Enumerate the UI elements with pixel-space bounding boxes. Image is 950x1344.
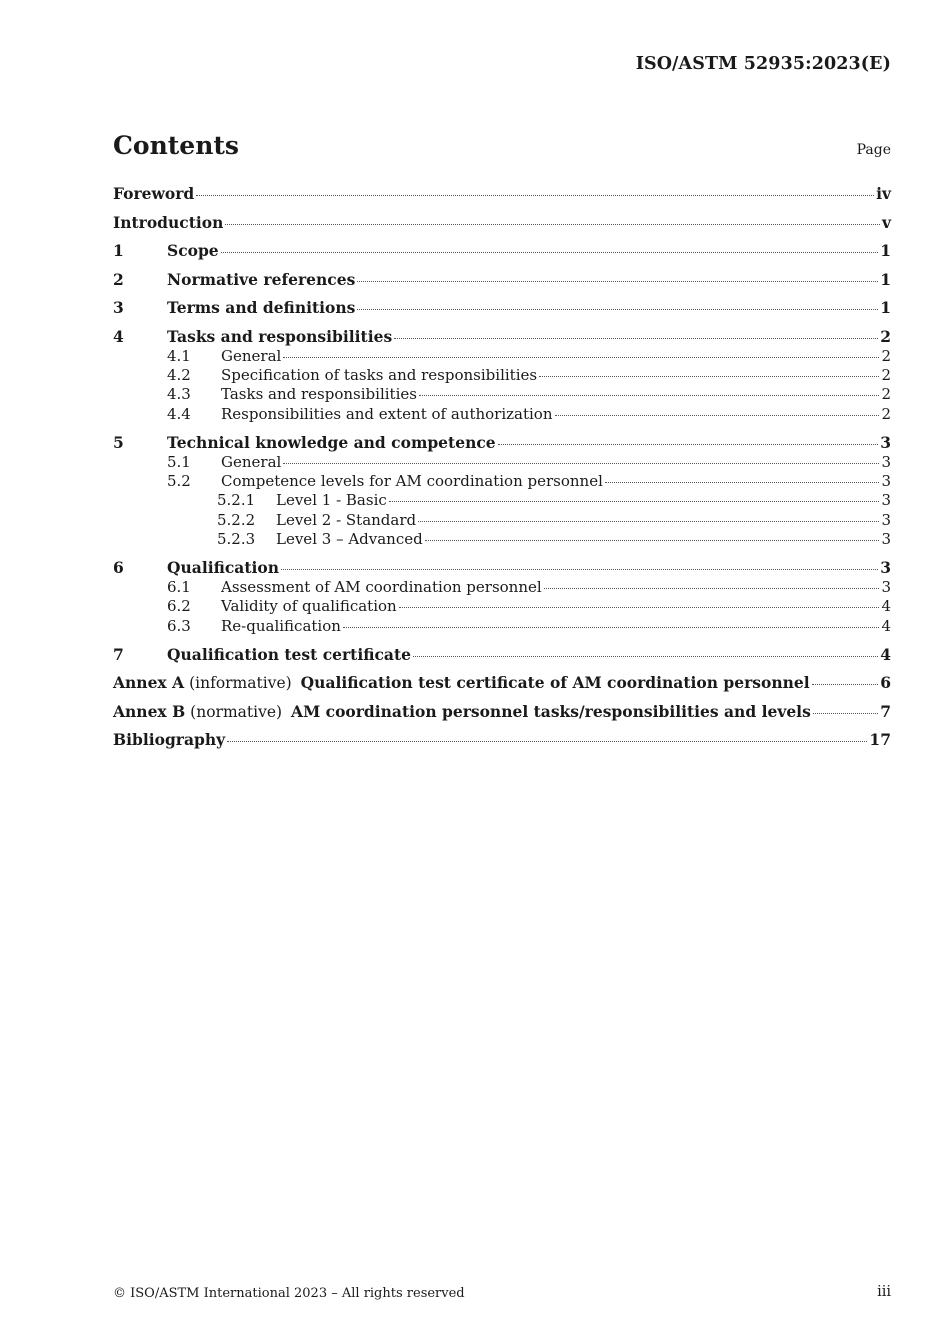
toc-number: 1 bbox=[113, 241, 124, 260]
toc-page: 2 bbox=[881, 404, 891, 423]
toc-page: 3 bbox=[881, 471, 891, 490]
document-identifier: ISO/ASTM 52935:2023(E) bbox=[635, 54, 891, 74]
toc-page: v bbox=[881, 212, 891, 232]
toc-page: 4 bbox=[881, 616, 891, 635]
toc-leader-dots bbox=[196, 194, 874, 196]
toc-number: 6.2 bbox=[167, 597, 191, 616]
toc-title: General bbox=[221, 452, 282, 471]
toc-page: 1 bbox=[880, 269, 891, 289]
toc-entry-tasks-and-responsibilities[interactable] bbox=[113, 327, 891, 347]
toc-title: Scope bbox=[167, 241, 219, 260]
toc-title: Tasks and responsibilities bbox=[221, 385, 417, 404]
toc-leader-dots bbox=[605, 481, 880, 483]
toc-page: 17 bbox=[869, 730, 891, 750]
toc-title: Qualification test certificate bbox=[167, 644, 411, 664]
toc-leader-dots bbox=[389, 500, 880, 502]
toc-number: 6.1 bbox=[167, 578, 191, 597]
toc-leader-dots bbox=[399, 606, 880, 608]
toc-entry-scope[interactable] bbox=[113, 241, 891, 261]
toc-title: Specification of tasks and responsibilities bbox=[221, 365, 538, 384]
toc-number: 6.3 bbox=[167, 616, 191, 635]
toc-page: 3 bbox=[881, 578, 891, 597]
page-number: iii bbox=[877, 1284, 891, 1300]
toc-entry-6-3[interactable] bbox=[113, 617, 891, 636]
toc-entry-5-2[interactable] bbox=[113, 472, 891, 491]
annex-kind: (informative) bbox=[189, 674, 292, 693]
toc-entry-technical-knowledge[interactable] bbox=[113, 433, 891, 453]
toc-title: Bibliography bbox=[113, 730, 226, 750]
toc-entry-4-4[interactable] bbox=[113, 405, 891, 424]
toc-number: 3 bbox=[113, 298, 124, 317]
toc-leader-dots bbox=[419, 394, 880, 396]
toc-leader-dots bbox=[357, 308, 878, 310]
table-of-contents bbox=[113, 184, 891, 750]
toc-entry-5-2-1[interactable] bbox=[113, 491, 891, 510]
toc-entry-bibliography[interactable] bbox=[113, 730, 891, 750]
toc-title: Re-qualification bbox=[221, 616, 341, 635]
toc-title: Competence levels for AM coordination personnel bbox=[221, 471, 603, 490]
toc-leader-dots bbox=[413, 655, 878, 657]
page-column-label: Page bbox=[856, 142, 891, 158]
toc-entry-terms-and-definitions[interactable] bbox=[113, 298, 891, 318]
toc-number: 5.2.3 bbox=[217, 530, 256, 549]
toc-page: 3 bbox=[881, 452, 891, 471]
toc-page: 3 bbox=[881, 510, 891, 529]
toc-leader-dots bbox=[539, 375, 879, 377]
toc-entry-introduction[interactable] bbox=[113, 213, 891, 233]
toc-leader-dots bbox=[394, 337, 878, 339]
toc-leader-dots bbox=[227, 740, 867, 742]
toc-leader-dots bbox=[544, 587, 880, 589]
toc-title: Technical knowledge and competence bbox=[167, 432, 496, 452]
annex-kind: (normative) bbox=[190, 702, 283, 721]
toc-title: Qualification bbox=[167, 558, 279, 578]
toc-title: Introduction bbox=[113, 212, 224, 232]
toc-page: 2 bbox=[881, 385, 891, 404]
annex-title: Qualification test certificate of AM coordination personnel bbox=[300, 673, 810, 693]
toc-entry-qualification-test-certificate[interactable] bbox=[113, 645, 891, 665]
toc-entry-4-2[interactable] bbox=[113, 366, 891, 385]
toc-title: Level 1 - Basic bbox=[276, 491, 387, 510]
toc-entry-4-1[interactable] bbox=[113, 347, 891, 366]
toc-leader-dots bbox=[425, 539, 880, 541]
toc-number: 4.3 bbox=[167, 385, 191, 404]
toc-title: Responsibilities and extent of authorization bbox=[221, 404, 553, 423]
toc-title: Normative references bbox=[167, 269, 356, 289]
toc-leader-dots bbox=[221, 251, 879, 253]
toc-entry-5-1[interactable] bbox=[113, 453, 891, 472]
toc-entry-annex-a[interactable] bbox=[113, 673, 891, 693]
toc-title: General bbox=[221, 346, 282, 365]
toc-entry-5-2-2[interactable] bbox=[113, 511, 891, 530]
toc-leader-dots bbox=[498, 443, 879, 445]
toc-page: 2 bbox=[881, 346, 891, 365]
toc-page: 1 bbox=[880, 241, 891, 260]
toc-leader-dots bbox=[357, 280, 878, 282]
toc-number: 5 bbox=[113, 432, 124, 452]
annex-label: Annex B bbox=[113, 701, 186, 721]
toc-number: 5.2 bbox=[167, 471, 191, 490]
toc-number: 2 bbox=[113, 269, 124, 289]
toc-title: Level 2 - Standard bbox=[276, 510, 417, 529]
toc-number: 5.1 bbox=[167, 452, 191, 471]
toc-entry-foreword[interactable] bbox=[113, 184, 891, 204]
toc-page: 2 bbox=[880, 326, 891, 346]
toc-page: 6 bbox=[880, 673, 891, 693]
toc-number: 4.2 bbox=[167, 365, 191, 384]
toc-page: 7 bbox=[880, 701, 891, 721]
toc-entry-6-1[interactable] bbox=[113, 578, 891, 597]
toc-page: 3 bbox=[880, 558, 891, 578]
annex-label: Annex A bbox=[113, 673, 185, 693]
toc-entry-normative-references[interactable] bbox=[113, 270, 891, 290]
toc-title: Foreword bbox=[113, 184, 195, 203]
copyright-notice: © ISO/ASTM International 2023 – All rights reserved bbox=[113, 1286, 465, 1301]
toc-title bbox=[113, 673, 810, 693]
toc-number: 5.2.1 bbox=[217, 491, 256, 510]
toc-title: Tasks and responsibilities bbox=[167, 326, 393, 346]
toc-page: 4 bbox=[881, 597, 891, 616]
toc-entry-5-2-3[interactable] bbox=[113, 530, 891, 549]
toc-title: Validity of qualification bbox=[221, 597, 397, 616]
toc-entry-6-2[interactable] bbox=[113, 597, 891, 616]
toc-entry-qualification[interactable] bbox=[113, 558, 891, 578]
toc-page: iv bbox=[876, 184, 891, 203]
toc-title: Assessment of AM coordination personnel bbox=[221, 578, 542, 597]
toc-leader-dots bbox=[813, 712, 878, 714]
toc-leader-dots bbox=[555, 414, 880, 416]
toc-number: 4.1 bbox=[167, 346, 191, 365]
toc-leader-dots bbox=[283, 462, 879, 464]
toc-page: 3 bbox=[881, 530, 891, 549]
toc-title: Terms and definitions bbox=[167, 298, 356, 317]
toc-leader-dots bbox=[283, 356, 879, 358]
toc-page: 2 bbox=[881, 365, 891, 384]
toc-title: Level 3 – Advanced bbox=[276, 530, 423, 549]
toc-number: 7 bbox=[113, 644, 124, 664]
toc-page: 3 bbox=[881, 491, 891, 510]
toc-leader-dots bbox=[343, 626, 880, 628]
toc-number: 4 bbox=[113, 326, 124, 346]
toc-number: 6 bbox=[113, 558, 124, 578]
toc-leader-dots bbox=[418, 520, 879, 522]
toc-number: 4.4 bbox=[167, 404, 191, 423]
toc-leader-dots bbox=[812, 683, 879, 685]
contents-heading: Contents bbox=[113, 131, 240, 160]
toc-page: 3 bbox=[880, 432, 891, 452]
toc-number: 5.2.2 bbox=[217, 510, 256, 529]
toc-page: 4 bbox=[880, 644, 891, 664]
toc-title bbox=[113, 702, 811, 722]
toc-leader-dots bbox=[281, 568, 878, 570]
toc-leader-dots bbox=[225, 223, 880, 225]
toc-entry-annex-b[interactable] bbox=[113, 702, 891, 722]
toc-page: 1 bbox=[880, 298, 891, 317]
annex-title: AM coordination personnel tasks/responsibilities and levels bbox=[291, 701, 811, 721]
toc-entry-4-3[interactable] bbox=[113, 385, 891, 404]
